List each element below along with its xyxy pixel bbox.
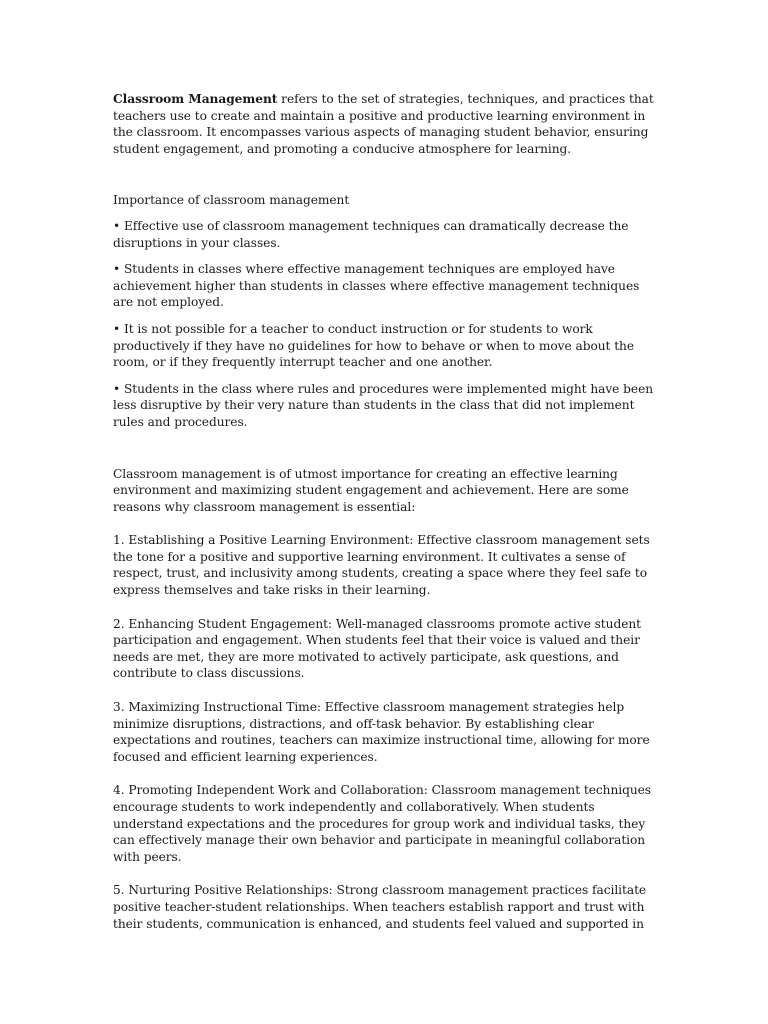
reason-item: 5. Nurturing Positive Relationships: Strong classroom management practices facilitate positive teacher-student relationships. When teachers establish rapport and trust with their students, communication is enhanced, and students feel valued and supported in xyxy=(113,883,647,931)
importance-bullet: • Students in the class where rules and procedures were implemented might have been less disruptive by their very nature than students in the class that did not implement rules and procedures. xyxy=(113,381,654,429)
reason-item: 2. Enhancing Student Engagement: Well-managed classrooms promote active student participation and engagement. When students feel that their voice is valued and their needs are met, they are more motivated to actively participate, ask questions, and contribute to class discussions. xyxy=(113,616,642,681)
intro-text: refers to the set of strategies, techniques, and practices that teachers use to create and maintain a positive and productive learning environment in the classroom. It encompasses various aspects of managing student behavior, ensuring student engagement, and promoting a conducive atmosphere for learning. xyxy=(113,92,654,156)
reasons-intro: Classroom management is of utmost importance for creating an effective learning environment and maximizing student engagement and achievement. Here are some reasons why classroom management is essential: xyxy=(113,466,629,514)
intro-paragraph xyxy=(113,91,658,157)
importance-heading: Importance of classroom management xyxy=(113,193,350,208)
intro-term: Classroom Management xyxy=(113,92,278,106)
importance-bullet: • Students in classes where effective management techniques are employed have achievement higher than students in classes where effective management techniques are not employed. xyxy=(113,262,640,310)
importance-bullet: • Effective use of classroom management techniques can dramatically decrease the disruptions in your classes. xyxy=(113,218,629,250)
document-body xyxy=(113,91,658,932)
importance-bullet: • It is not possible for a teacher to conduct instruction or for students to work productively if they have no guidelines for how to behave or when to move about the room, or if they frequently interrupt teacher and one another. xyxy=(113,321,635,370)
reason-item: 3. Maximizing Instructional Time: Effective classroom management strategies help minimize disruptions, distractions, and off-task behavior. By establishing clear expectations and routines, teachers can maximize instructional time, allowing for more focused and efficient learning experiences. xyxy=(113,700,650,764)
reason-item: 1. Establishing a Positive Learning Environment: Effective classroom management sets the tone for a positive and supportive learning environment. It cultivates a sense of respect, trust, and inclusivity among students, creating a space where they feel safe to express themselves and take risks in their learning. xyxy=(113,533,650,598)
reason-item: 4. Promoting Independent Work and Collaboration: Classroom management techniques encourage students to work independently and collaboratively. When students understand expectations and the procedures for group work and individual tasks, they can effectively manage their own behavior and participate in meaningful collaboration with peers. xyxy=(113,783,652,864)
